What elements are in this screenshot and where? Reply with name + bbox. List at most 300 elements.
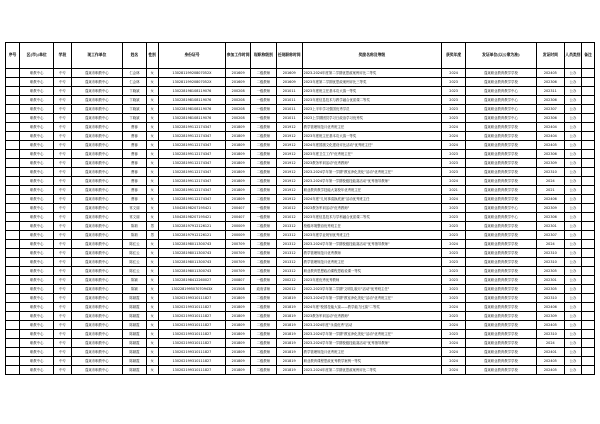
table-row xyxy=(6,204,595,213)
cell-title-since: 201912 xyxy=(276,141,302,150)
cell-gender: 女 xyxy=(146,258,158,267)
header-title-since: 任现职称时间 xyxy=(276,43,302,69)
cell-stage: 中专 xyxy=(54,240,71,249)
cell-issue-date: 202307 xyxy=(536,105,564,114)
cell-org: 职教中心 xyxy=(19,177,53,186)
cell-start-date: 201809 xyxy=(226,123,251,132)
cell-start-date: 200009 xyxy=(226,231,251,240)
cell-id-number: 130228197912126121 xyxy=(158,231,226,240)
cell-start-date: 200208 xyxy=(226,87,251,96)
cell-award-year: 2024 xyxy=(442,195,466,204)
cell-index xyxy=(6,357,20,366)
header-index: 序号 xyxy=(6,43,20,69)
cell-id-number: 130228198412260027 xyxy=(158,276,226,285)
cell-index xyxy=(6,132,20,141)
table-row xyxy=(6,78,595,87)
header-start-date: 参加工作时间 xyxy=(226,43,251,69)
cell-staff-type: 公办 xyxy=(564,204,581,213)
table-row xyxy=(6,114,595,123)
cell-title-since: 202012 xyxy=(276,285,302,294)
cell-unit: 蓬莱市职教中心 xyxy=(71,357,123,366)
cell-issue-date: 202305 xyxy=(536,285,564,294)
cell-id-number: 130228199112174347 xyxy=(158,159,226,168)
cell-gender: 女 xyxy=(146,357,158,366)
cell-remarks xyxy=(581,105,594,114)
cell-index xyxy=(6,339,20,348)
cell-gender: 女 xyxy=(146,303,158,312)
cell-org: 职教中心 xyxy=(19,339,53,348)
cell-award: 2023-2024学年第一学期校级技能赛活动"优秀指导教师" xyxy=(302,240,442,249)
cell-unit: 蓬莱市职教中心 xyxy=(71,258,123,267)
table-row xyxy=(6,177,595,186)
cell-issuer: 蓬莱职业教育教学学校 xyxy=(465,123,536,132)
cell-unit: 蓬莱市职教中心 xyxy=(71,150,123,159)
cell-staff-type: 公办 xyxy=(564,330,581,339)
cell-unit: 蓬莱市职教中心 xyxy=(71,222,123,231)
cell-remarks xyxy=(581,294,594,303)
cell-staff-type: 公办 xyxy=(564,123,581,132)
cell-org: 职教中心 xyxy=(19,123,53,132)
cell-remarks xyxy=(581,213,594,222)
cell-issuer: 蓬莱职业教育教学学校 xyxy=(465,168,536,177)
cell-issue-date: 202309 xyxy=(536,204,564,213)
cell-issuer: 蓬莱职业教育教学学校 xyxy=(465,177,536,186)
cell-name: 陈莉 xyxy=(123,231,147,240)
cell-stage: 中专 xyxy=(54,177,71,186)
cell-title-since: 201819 xyxy=(276,366,302,375)
cell-org: 职教中心 xyxy=(19,276,53,285)
cell-title-since: 201012 xyxy=(276,213,302,222)
cell-issue-date: 202405 xyxy=(536,321,564,330)
cell-start-date: 200709 xyxy=(226,240,251,249)
cell-issuer: 蓬莱职业教育教学学校 xyxy=(465,150,536,159)
cell-org: 职教中心 xyxy=(19,132,53,141)
cell-index xyxy=(6,69,20,78)
cell-issuer: 蓬莱职业教育教学学校 xyxy=(465,357,536,366)
cell-issue-date: 202406 xyxy=(536,195,564,204)
cell-index xyxy=(6,276,20,285)
cell-award: 教学管理规范月优秀班主任 xyxy=(302,258,442,267)
cell-title-since: 201312 xyxy=(276,240,302,249)
cell-award-year: 2023 xyxy=(442,105,466,114)
cell-award: 2023年度第二学期优思政案例评比三等奖 xyxy=(302,78,442,87)
cell-remarks xyxy=(581,195,594,204)
cell-gender: 女 xyxy=(146,267,158,276)
cell-title-since: 201011 xyxy=(276,87,302,96)
table-row xyxy=(6,141,595,150)
cell-name: 陈颖霞 xyxy=(123,312,147,321)
cell-start-date: 201809 xyxy=(226,348,251,357)
table-row xyxy=(6,249,595,258)
cell-issue-date: 202306 xyxy=(536,96,564,105)
cell-id-number: 130202199310111827 xyxy=(158,303,226,312)
cell-award-year: 2024 xyxy=(442,132,466,141)
cell-id-number: 130228199112174347 xyxy=(158,132,226,141)
cell-title-level: 一级教师 xyxy=(251,204,277,213)
cell-remarks xyxy=(581,249,594,258)
cell-name: 卞晓斌 xyxy=(123,114,147,123)
cell-issue-date: 202406 xyxy=(536,303,564,312)
cell-name: 仁会林 xyxy=(123,69,147,78)
cell-gender: 女 xyxy=(146,87,158,96)
cell-award-year: 2023 xyxy=(442,222,466,231)
cell-issuer: 蓬莱职业教育教学中心 xyxy=(465,105,536,114)
cell-unit: 蓬莱市职教中心 xyxy=(71,366,123,375)
cell-name: 陈红云 xyxy=(123,258,147,267)
cell-org: 职教中心 xyxy=(19,195,53,204)
cell-stage: 中专 xyxy=(54,330,71,339)
cell-start-date: 200709 xyxy=(226,267,251,276)
cell-gender: 女 xyxy=(146,186,158,195)
cell-award: 职业教育思想政治课程思政说课一等奖 xyxy=(302,267,442,276)
cell-gender: 女 xyxy=(146,213,158,222)
cell-gender: 女 xyxy=(146,105,158,114)
cell-title-level: 二级教师 xyxy=(251,231,277,240)
cell-stage: 中专 xyxy=(54,168,71,177)
cell-title-since: 201912 xyxy=(276,159,302,168)
cell-award: 2023年度优秀优秀教师 xyxy=(302,276,442,285)
cell-unit: 蓬莱市职教中心 xyxy=(71,132,123,141)
cell-start-date: 201809 xyxy=(226,321,251,330)
cell-title-level: 一级教师 xyxy=(251,87,277,96)
cell-remarks xyxy=(581,285,594,294)
cell-org: 职教中心 xyxy=(19,231,53,240)
cell-award: 教学管理规范月优秀班主任 xyxy=(302,348,442,357)
cell-award-year: 2024 xyxy=(442,366,466,375)
header-award: 奖励名称及等级 xyxy=(302,43,442,69)
cell-issue-date: 2024 xyxy=(536,177,564,186)
cell-id-number: 130228198108119076 xyxy=(158,96,226,105)
cell-staff-type: 公办 xyxy=(564,96,581,105)
cell-org: 职教中心 xyxy=(19,213,53,222)
cell-staff-type: 公办 xyxy=(564,258,581,267)
table-row xyxy=(6,366,595,375)
cell-index xyxy=(6,177,20,186)
cell-title-since: 201819 xyxy=(276,339,302,348)
table-row xyxy=(6,69,595,78)
cell-award: 2023-2024学年第一学期校级技能赛活动"优秀指导教师" xyxy=(302,339,442,348)
cell-start-date: 200807 xyxy=(226,276,251,285)
cell-staff-type: 公办 xyxy=(564,186,581,195)
cell-start-date: 200407 xyxy=(226,204,251,213)
cell-title-level: 二级教师 xyxy=(251,249,277,258)
cell-award-year: 2023 xyxy=(442,267,466,276)
cell-index xyxy=(6,258,20,267)
cell-start-date: 200208 xyxy=(226,105,251,114)
cell-issuer: 蓬莱职业教育教学学校 xyxy=(465,339,536,348)
cell-start-date: 200208 xyxy=(226,114,251,123)
cell-stage: 中专 xyxy=(54,285,71,294)
cell-staff-type: 公办 xyxy=(564,105,581,114)
cell-org: 职教中心 xyxy=(19,186,53,195)
cell-unit: 蓬莱市职教中心 xyxy=(71,105,123,114)
table-row xyxy=(6,267,595,276)
cell-staff-type: 公办 xyxy=(564,213,581,222)
table-row xyxy=(6,105,595,114)
cell-title-level: 二级教师 xyxy=(251,303,277,312)
cell-award-year: 2023 xyxy=(442,231,466,240)
cell-start-date: 200407 xyxy=(226,213,251,222)
cell-org: 职教中心 xyxy=(19,366,53,375)
cell-name: 曹蓉 xyxy=(123,123,147,132)
cell-name: 曹蓉 xyxy=(123,177,147,186)
cell-issue-date: 202306 xyxy=(536,78,564,87)
cell-award-year: 2024 xyxy=(442,177,466,186)
cell-staff-type: 公办 xyxy=(564,312,581,321)
cell-title-level: 二级教师 xyxy=(251,312,277,321)
header-issue-date: 发证时间 xyxy=(536,43,564,69)
cell-award-year: 2023 xyxy=(442,258,466,267)
cell-unit: 蓬莱市职教中心 xyxy=(71,339,123,348)
cell-unit: 蓬莱市职教中心 xyxy=(71,348,123,357)
cell-issuer: 蓬莱职业教育教学学校 xyxy=(465,276,536,285)
cell-title-level: 二级教师 xyxy=(251,168,277,177)
cell-title-since: 201912 xyxy=(276,177,302,186)
cell-unit: 蓬莱市职教中心 xyxy=(71,141,123,150)
cell-issue-date: 202401 xyxy=(536,348,564,357)
cell-issue-date: 202310 xyxy=(536,330,564,339)
cell-remarks xyxy=(581,348,594,357)
cell-start-date: 201809 xyxy=(226,132,251,141)
cell-id-number: 130202199310111827 xyxy=(158,366,226,375)
cell-award-year: 2023 xyxy=(442,249,466,258)
table-row xyxy=(6,303,595,312)
cell-index xyxy=(6,213,20,222)
cell-name: 陈颖霞 xyxy=(123,357,147,366)
cell-gender: 女 xyxy=(146,276,158,285)
cell-title-since: 201912 xyxy=(276,132,302,141)
header-title-level: 现职称级别 xyxy=(251,43,277,69)
cell-remarks xyxy=(581,366,594,375)
cell-title-since: 201011 xyxy=(276,105,302,114)
cell-staff-type: 公办 xyxy=(564,276,581,285)
header-unit: 现工作单位 xyxy=(71,43,123,69)
cell-remarks xyxy=(581,69,594,78)
cell-award-year: 2023 xyxy=(442,78,466,87)
cell-name: 常文丽 xyxy=(123,213,147,222)
cell-award-year: 2024 xyxy=(442,339,466,348)
cell-start-date: 201809 xyxy=(226,303,251,312)
cell-gender: 女 xyxy=(146,348,158,357)
cell-id-number: 130202199310111827 xyxy=(158,357,226,366)
cell-gender: 女 xyxy=(146,339,158,348)
cell-unit: 蓬莱市职教中心 xyxy=(71,330,123,339)
cell-name: 陈颖霞 xyxy=(123,339,147,348)
cell-title-level: 二级教师 xyxy=(251,339,277,348)
cell-remarks xyxy=(581,87,594,96)
cell-id-number: 130202199310111827 xyxy=(158,330,226,339)
cell-issuer: 蓬莱职业教育教学学校 xyxy=(465,267,536,276)
cell-unit: 蓬莱市职教中心 xyxy=(71,231,123,240)
cell-id-number: 13028119920807052X xyxy=(158,78,226,87)
cell-issuer: 蓬莱职业教育教学学校 xyxy=(465,312,536,321)
cell-title-since: 201912 xyxy=(276,195,302,204)
cell-id-number: 130228198011300743 xyxy=(158,249,226,258)
cell-name: 陈颖霞 xyxy=(123,303,147,312)
cell-title-since: 201011 xyxy=(276,114,302,123)
cell-issuer: 蓬莱职业教育教学学校 xyxy=(465,231,536,240)
cell-title-level: 政府讲师 xyxy=(251,285,277,294)
table-row xyxy=(6,222,595,231)
cell-id-number: 130202199310111827 xyxy=(158,312,226,321)
cell-org: 职教中心 xyxy=(19,285,53,294)
cell-award-year: 2024 xyxy=(442,240,466,249)
cell-remarks xyxy=(581,96,594,105)
cell-index xyxy=(6,159,20,168)
cell-stage: 中专 xyxy=(54,348,71,357)
cell-remarks xyxy=(581,168,594,177)
cell-issue-date: 202306 xyxy=(536,213,564,222)
cell-gender: 男 xyxy=(146,231,158,240)
cell-stage: 中专 xyxy=(54,258,71,267)
cell-index xyxy=(6,87,20,96)
cell-index xyxy=(6,204,20,213)
cell-start-date: 201809 xyxy=(226,294,251,303)
cell-start-date: 201809 xyxy=(226,168,251,177)
cell-org: 职教中心 xyxy=(19,69,53,78)
cell-org: 职教中心 xyxy=(19,105,53,114)
cell-award-year: 2024 xyxy=(442,321,466,330)
cell-remarks xyxy=(581,123,594,132)
cell-gender: 女 xyxy=(146,294,158,303)
cell-stage: 中专 xyxy=(54,159,71,168)
cell-award-year: 2024 xyxy=(442,141,466,150)
cell-award: 2023-2024学年第一学期"教室净化美化"活动"优秀班主任" xyxy=(302,294,442,303)
cell-award: 2023上学期团员学习日政治学习优秀奖 xyxy=(302,114,442,123)
cell-staff-type: 公办 xyxy=(564,339,581,348)
cell-issue-date: 202310 xyxy=(536,168,564,177)
cell-name: 陈颖霞 xyxy=(123,366,147,375)
cell-start-date: 201809 xyxy=(226,357,251,366)
cell-org: 职教中心 xyxy=(19,303,53,312)
cell-stage: 中专 xyxy=(54,141,71,150)
cell-award: 2023教务军训活动"优秀教师" xyxy=(302,204,442,213)
table-row xyxy=(6,339,595,348)
cell-staff-type: 公办 xyxy=(564,366,581,375)
cell-unit: 蓬莱市职教中心 xyxy=(71,186,123,195)
cell-award: 2023上半年学习强国优秀学员 xyxy=(302,105,442,114)
cell-id-number: 130228199507070943X xyxy=(158,285,226,294)
cell-gender: 女 xyxy=(146,240,158,249)
cell-org: 职教中心 xyxy=(19,150,53,159)
cell-stage: 中专 xyxy=(54,132,71,141)
cell-title-since: 201819 xyxy=(276,294,302,303)
cell-issuer: 蓬莱职业教育教学中心 xyxy=(465,87,536,96)
cell-award-year: 2021 xyxy=(442,186,466,195)
cell-name: 仁会林 xyxy=(123,78,147,87)
cell-id-number: 130228199112174347 xyxy=(158,168,226,177)
table-row xyxy=(6,294,595,303)
cell-stage: 中专 xyxy=(54,249,71,258)
cell-stage: 中专 xyxy=(54,222,71,231)
cell-staff-type: 公办 xyxy=(564,303,581,312)
cell-issuer: 蓬莱职业教育教学学校 xyxy=(465,321,536,330)
cell-stage: 中专 xyxy=(54,294,71,303)
cell-unit: 蓬莱市职教中心 xyxy=(71,240,123,249)
cell-staff-type: 公办 xyxy=(564,141,581,150)
cell-stage: 中专 xyxy=(54,321,71,330)
cell-gender: 女 xyxy=(146,123,158,132)
cell-title-level: 二级教师 xyxy=(251,195,277,204)
cell-staff-type: 公办 xyxy=(564,348,581,357)
cell-staff-type: 公办 xyxy=(564,267,581,276)
cell-id-number: 130228199112174347 xyxy=(158,177,226,186)
cell-title-level: 一级教师 xyxy=(251,114,277,123)
cell-start-date: 200208 xyxy=(226,96,251,105)
cell-name: 曹蓉 xyxy=(123,195,147,204)
cell-staff-type: 公办 xyxy=(564,132,581,141)
cell-gender: 女 xyxy=(146,159,158,168)
cell-index xyxy=(6,348,20,357)
cell-issue-date: 202305 xyxy=(536,267,564,276)
cell-gender: 男 xyxy=(146,222,158,231)
cell-remarks xyxy=(581,186,594,195)
cell-stage: 中专 xyxy=(54,357,71,366)
table-row xyxy=(6,276,595,285)
cell-name: 曹蓉 xyxy=(123,168,147,177)
cell-issue-date: 202310 xyxy=(536,249,564,258)
cell-unit: 蓬莱市职教中心 xyxy=(71,177,123,186)
cell-unit: 蓬莱市职教中心 xyxy=(71,195,123,204)
cell-gender: 女 xyxy=(146,150,158,159)
cell-staff-type: 公办 xyxy=(564,249,581,258)
cell-index xyxy=(6,330,20,339)
cell-index xyxy=(6,150,20,159)
cell-start-date: 201809 xyxy=(226,177,251,186)
cell-issuer: 蓬莱职业教育教学中心 xyxy=(465,114,536,123)
cell-award: 2022-2023学年第二学期"文明礼貌月"活动"优秀班主任" xyxy=(302,285,442,294)
cell-gender: 女 xyxy=(146,312,158,321)
cell-start-date: 201508 xyxy=(226,285,251,294)
cell-title-since: 201012 xyxy=(276,204,302,213)
table-row xyxy=(6,96,595,105)
cell-remarks xyxy=(581,330,594,339)
cell-title-since: 201819 xyxy=(276,330,302,339)
cell-remarks xyxy=(581,267,594,276)
cell-title-since: 201819 xyxy=(276,312,302,321)
table-row xyxy=(6,348,595,357)
cell-issue-date: 202405 xyxy=(536,141,564,150)
cell-gender: 女 xyxy=(146,78,158,87)
cell-issuer: 蓬莱职业教育教学学校 xyxy=(465,258,536,267)
cell-index xyxy=(6,231,20,240)
cell-issue-date: 202307 xyxy=(536,231,564,240)
cell-title-level: 二级教师 xyxy=(251,222,277,231)
table-row xyxy=(6,240,595,249)
cell-gender: 女 xyxy=(146,114,158,123)
cell-remarks xyxy=(581,303,594,312)
cell-issuer: 蓬莱职业教育教学学校 xyxy=(465,186,536,195)
header-stage: 学段 xyxy=(54,43,71,69)
cell-id-number: 130228199112174347 xyxy=(158,150,226,159)
table-row xyxy=(6,168,595,177)
cell-award: 2023-2024年度第二学期优思政案例评比二等奖 xyxy=(302,69,442,78)
cell-org: 职教中心 xyxy=(19,222,53,231)
cell-title-since: 201609 xyxy=(276,69,302,78)
cell-remarks xyxy=(581,321,594,330)
cell-gender: 女 xyxy=(146,177,158,186)
cell-index xyxy=(6,303,20,312)
cell-remarks xyxy=(581,141,594,150)
cell-name: 陈红云 xyxy=(123,240,147,249)
cell-name: 陈颖霞 xyxy=(123,321,147,330)
cell-title-level: 二级教师 xyxy=(251,69,277,78)
cell-id-number: 130228199112174347 xyxy=(158,186,226,195)
cell-remarks xyxy=(581,240,594,249)
cell-title-level: 二级教师 xyxy=(251,294,277,303)
cell-issuer: 蓬莱职业教育教学学校 xyxy=(465,159,536,168)
cell-award-year: 2023 xyxy=(442,96,466,105)
